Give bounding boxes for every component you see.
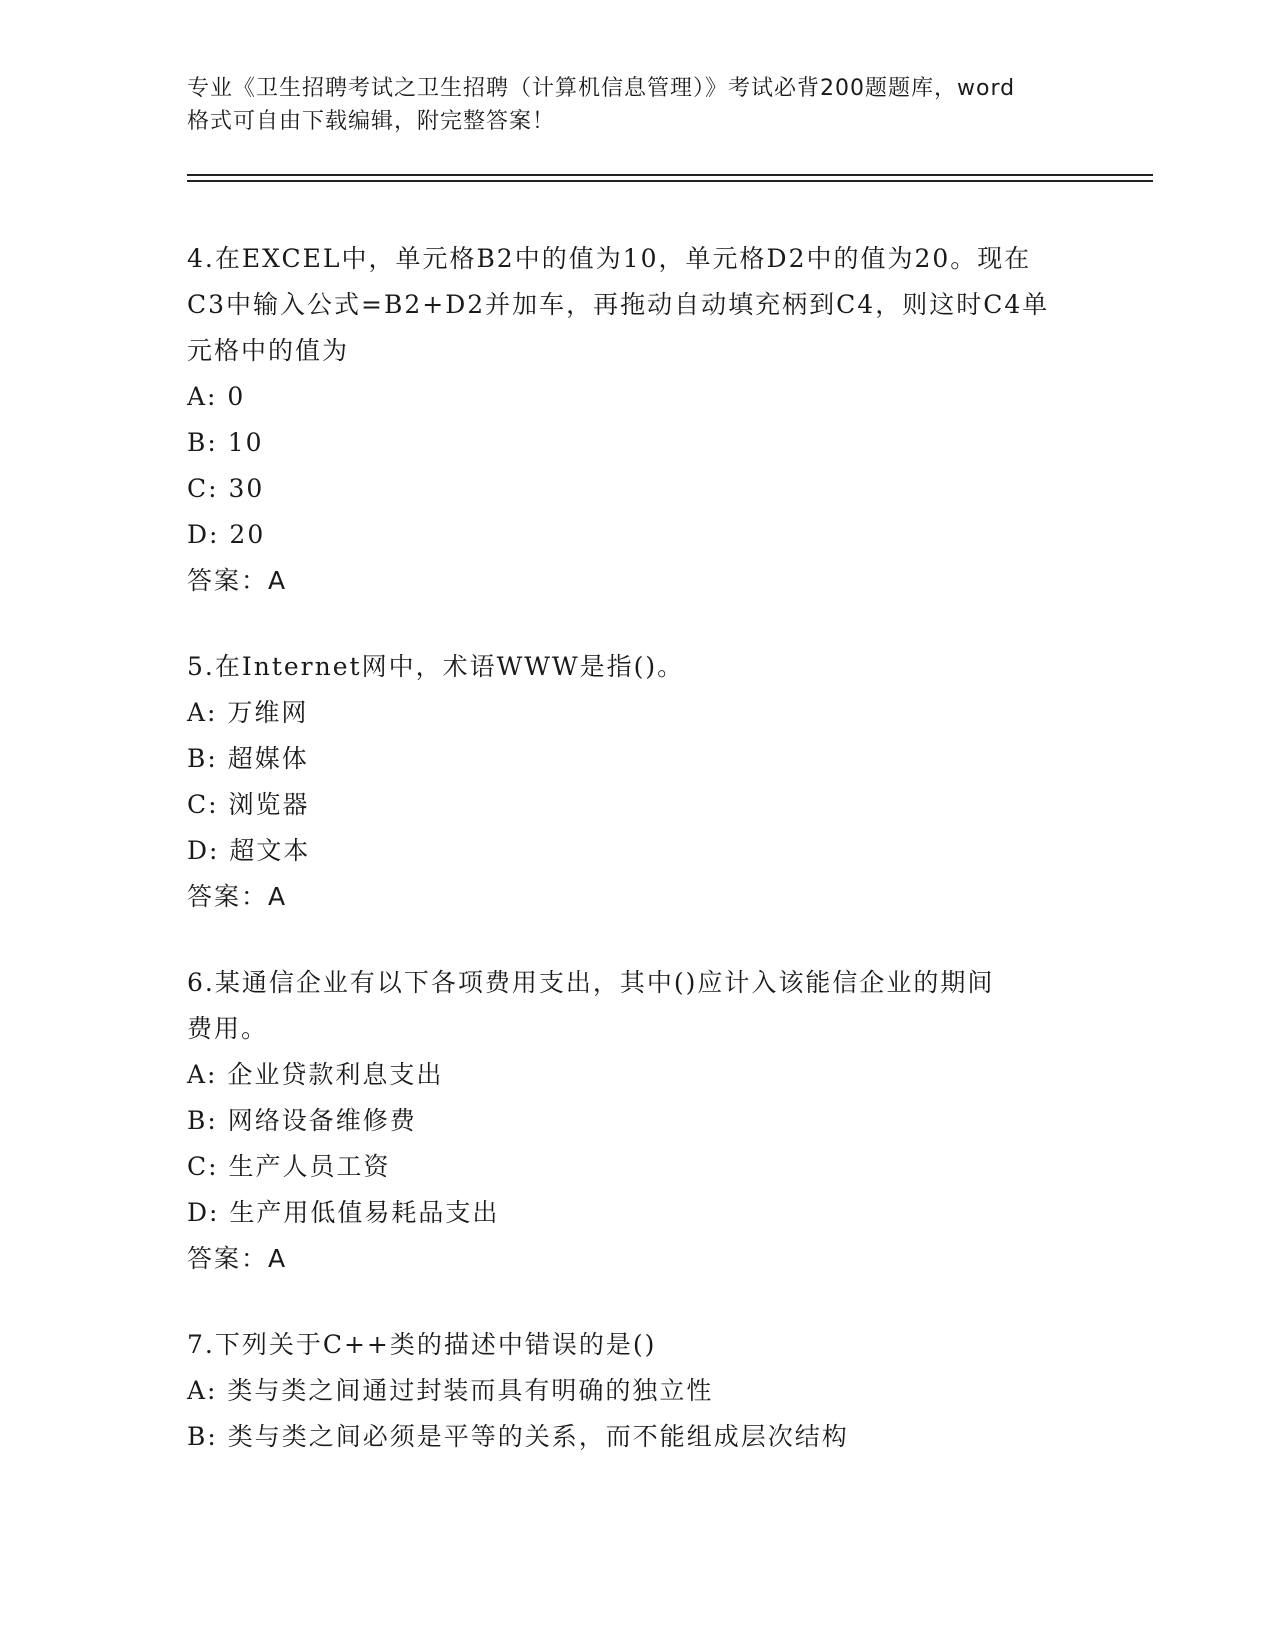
question-stem bbox=[187, 644, 1087, 690]
option-a: A: 0 bbox=[187, 382, 246, 411]
header-line-1: 专业《卫生招聘考试之卫生招聘（计算机信息管理）》考试必背200题题库，word bbox=[187, 76, 1016, 101]
document-header bbox=[187, 72, 1087, 138]
option-c: C: 30 bbox=[187, 474, 265, 503]
question-list bbox=[187, 236, 1087, 1500]
stem-line: 元格中的值为 bbox=[187, 336, 350, 365]
option-d: D: 20 bbox=[187, 520, 266, 549]
question-4 bbox=[187, 236, 1087, 604]
question-6 bbox=[187, 960, 1087, 1282]
header-rule-bottom bbox=[187, 180, 1153, 182]
option-a: A: 类与类之间通过封装而具有明确的独立性 bbox=[187, 1376, 714, 1405]
option-d: D: 生产用低值易耗品支出 bbox=[187, 1198, 500, 1227]
header-rule-top bbox=[187, 174, 1153, 176]
option-a: A: 万维网 bbox=[187, 698, 309, 727]
option-d: D: 超文本 bbox=[187, 836, 311, 865]
answer: 答案：A bbox=[187, 882, 288, 911]
option-b: B: 类与类之间必须是平等的关系，而不能组成层次结构 bbox=[187, 1422, 849, 1451]
stem-line: 7.下列关于C++类的描述中错误的是() bbox=[187, 1330, 657, 1359]
stem-line: 4.在EXCEL中，单元格B2中的值为10，单元格D2中的值为20。现在 bbox=[187, 244, 1032, 273]
answer: 答案：A bbox=[187, 566, 288, 595]
option-b: B: 网络设备维修费 bbox=[187, 1106, 417, 1135]
answer: 答案：A bbox=[187, 1244, 288, 1273]
header-line-2: 格式可自由下载编辑，附完整答案！ bbox=[187, 109, 556, 134]
option-b: B: 超媒体 bbox=[187, 744, 309, 773]
stem-line: 费用。 bbox=[187, 1014, 269, 1043]
question-7 bbox=[187, 1322, 1087, 1460]
question-5 bbox=[187, 644, 1087, 920]
question-stem bbox=[187, 960, 1087, 1052]
stem-line: 6.某通信企业有以下各项费用支出，其中()应计入该能信企业的期间 bbox=[187, 968, 995, 997]
option-c: C: 浏览器 bbox=[187, 790, 310, 819]
question-stem bbox=[187, 1322, 1087, 1368]
stem-line: 5.在Internet网中，术语WWW是指()。 bbox=[187, 652, 685, 681]
option-c: C: 生产人员工资 bbox=[187, 1152, 391, 1181]
option-a: A: 企业贷款利息支出 bbox=[187, 1060, 444, 1089]
option-b: B: 10 bbox=[187, 428, 264, 457]
question-stem bbox=[187, 236, 1087, 374]
stem-line: C3中输入公式=B2+D2并加车，再拖动自动填充柄到C4，则这时C4单 bbox=[187, 290, 1050, 319]
